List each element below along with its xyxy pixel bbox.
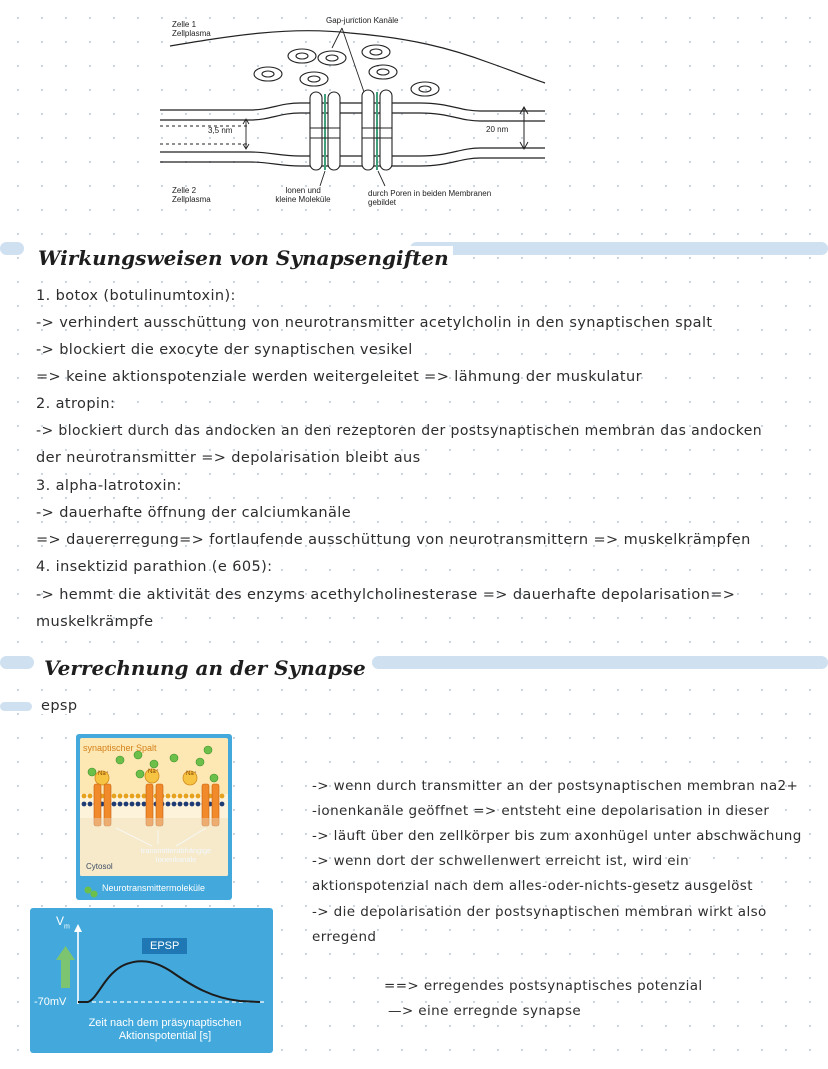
expl-line-1: -ionenkanäle geöffnet => entsteht eine depolarisation in dieser [312, 803, 770, 819]
cell1-line2: Zellplasma [172, 29, 211, 38]
expl-line-2: -> läuft über den zellkörper bis zum axonhügel unter abschwächung [312, 828, 802, 844]
dim-right-label: 20 nm [486, 125, 509, 134]
cell2-line1: Zelle 2 [172, 186, 197, 195]
s1-line-5: -> blockiert durch das andocken an den rezeptoren der postsynaptischen membran das andocken [36, 423, 763, 439]
expl-line-3: -> wenn dort der schwellenwert erreicht ist, wird ein [312, 853, 690, 869]
s1-line-0: 1. botox (botulinumtoxin): [36, 288, 236, 304]
synaptic-cleft-figure [76, 734, 232, 900]
na-ion-3: Na⁺ [186, 771, 197, 777]
s1-line-4: 2. atropin: [36, 396, 116, 412]
x-axis-line1: Zeit nach dem präsynaptischen [88, 1017, 242, 1029]
cell2-line2: Zellplasma [172, 195, 211, 204]
s1-line-6: der neurotransmitter => depolarisation bleibt aus [36, 450, 421, 466]
ions-line1: Ionen und [285, 186, 321, 195]
s1-line-12: muskelkrämpfe [36, 614, 154, 630]
cell1-label [172, 20, 211, 38]
expl-line-6: erregend [312, 929, 377, 945]
ions-line2: kleine Moleküle [275, 195, 331, 204]
s1-line-10: 4. insektizid parathion (e 605): [36, 559, 273, 575]
section2-title: Verrechnung an der Synapse [40, 656, 370, 680]
s1-line-7: 3. alpha-latrotoxin: [36, 478, 182, 494]
vm-sub: m [64, 923, 70, 931]
heading-bar-right [410, 242, 828, 255]
expl-line-0: -> wenn durch transmitter an der postsynaptischen membran na2+ [312, 778, 799, 794]
cell2-label [172, 186, 211, 204]
s1-line-3: => keine aktionspotenziale werden weitergeleitet => lähmung der muskulatur [36, 369, 642, 385]
epsp-graph-figure [30, 908, 273, 1053]
x-axis-label [70, 1017, 260, 1043]
pores-line2: gebildet [368, 198, 397, 207]
na-ion-1: Na⁺ [98, 771, 109, 777]
pores-label [368, 189, 491, 207]
s1-line-8: -> dauerhafte öffnung der calciumkanäle [36, 505, 352, 521]
gap-junction-label: Gap-junction Kanäle [326, 16, 399, 25]
legend-label: Neurotransmittermoleküle [102, 883, 206, 893]
vm-label [56, 914, 70, 930]
channel-label [126, 846, 226, 864]
conclusion-line-2: —> eine erregnde synapse [388, 1003, 582, 1019]
heading2-bar-right [372, 656, 828, 669]
s1-line-1: -> verhindert ausschüttung von neurotransmitter acetylcholin in den synaptischen spalt [36, 315, 713, 331]
expl-line-4: aktionspotenzial nach dem alles-oder-nichts-gesetz ausgelöst [312, 878, 753, 894]
dim-left-label: 3,5 nm [208, 126, 233, 135]
channel-line2: Ionenkanäle [155, 855, 197, 864]
conclusion-line-1: ==> erregendes postsynaptisches potenzial [384, 978, 703, 994]
s1-line-2: -> blockiert die exocyte der synaptischen vesikel [36, 342, 413, 358]
channel-line1: transmitterabhängige [140, 846, 212, 855]
pores-line1: durch Poren in beiden Membranen [368, 189, 492, 198]
baseline-label: -70mV [34, 996, 67, 1008]
molecule-legend-icon [84, 883, 98, 895]
heading2-bar-left [0, 656, 34, 669]
expl-line-5: -> die depolarisation der postsynaptischen membran wirkt also [312, 904, 767, 920]
cleft-title: synaptischer Spalt [83, 743, 157, 753]
s1-line-11: -> hemmt die aktivität des enzyms acethylcholinesterase => dauerhafte depolarisation=> [36, 587, 736, 603]
heading-bar-left [0, 242, 24, 255]
cell1-line1: Zelle 1 [172, 20, 197, 29]
na-ion-2: Na⁺ [148, 769, 159, 775]
x-axis-line2: Aktionspotential [s] [118, 1030, 212, 1042]
subtitle-bar [0, 702, 32, 711]
epsp-badge: EPSP [142, 938, 187, 954]
ions-label [268, 186, 338, 204]
cytosol-label: Cytosol [86, 862, 113, 871]
s1-line-9: => dauererregung=> fortlaufende ausschüttung von neurotransmittern => muskelkrämpfen [36, 532, 751, 548]
section1-title: Wirkungsweisen von Synapsengiften [34, 246, 453, 270]
vm-text: V [56, 914, 65, 928]
section2-subtitle: epsp [38, 698, 80, 714]
